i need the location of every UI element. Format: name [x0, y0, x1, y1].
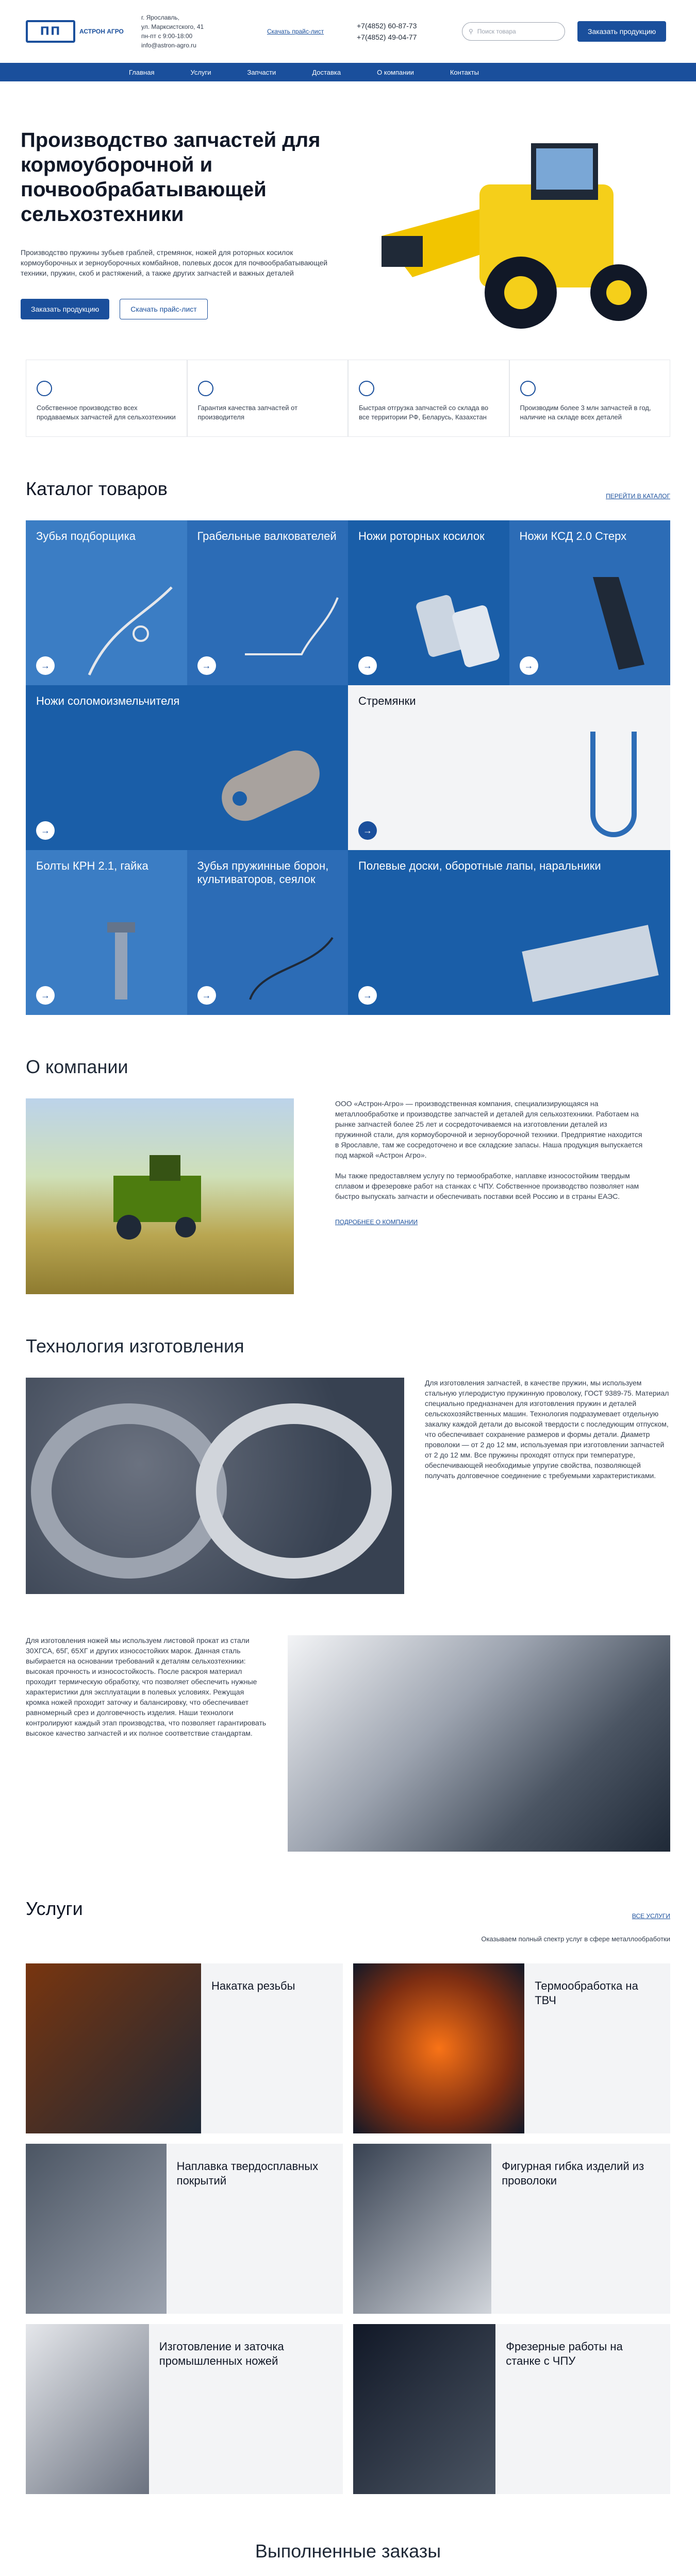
- service-photo: [26, 2144, 167, 2314]
- service-card[interactable]: [26, 2144, 343, 2314]
- catalog-link[interactable]: ПЕРЕЙТИ В КАТАЛОГ: [606, 493, 670, 500]
- knife-image: [401, 577, 504, 680]
- catalog-item[interactable]: [348, 520, 509, 685]
- feature-card: [348, 360, 509, 437]
- nav-item-home[interactable]: Главная: [129, 68, 155, 76]
- email-link[interactable]: info@astron-agro.ru: [141, 42, 196, 49]
- catalog-grid: [0, 500, 696, 1015]
- catalog-item[interactable]: [26, 520, 187, 685]
- wire-coils-photo: [26, 1378, 404, 1594]
- header-contacts: [141, 13, 255, 50]
- service-name: Фигурная гибка изделий из проволоки: [502, 2160, 644, 2187]
- bolt-image: [79, 907, 182, 1010]
- logo-text: АСТРОН АГРО: [79, 28, 124, 35]
- service-name: Термообработка на ТВЧ: [535, 1979, 638, 2007]
- arrow-right-icon[interactable]: →: [358, 656, 377, 675]
- arrow-right-icon[interactable]: →: [358, 821, 377, 840]
- technology-text-2: Для изготовления ножей мы используем листовой прокат из стали 30ХГСА, 65Г, 65ХГ и других износостойких марок. Данная сталь выбирается на основании требований к деталям сельхозтехники: высокая прочность и износостойкость. После раскроя материал проходит термическую обработку, что позволяет обеспечить нужные характеристики для эксплуатации в полевых условиях. Режущая кромка ножей проходит заточку и балансировку, что обеспечивает равномерный срез и долговечность изделия. Наши технологи контролируют каждый этап производства, что позволяет гарантировать высокое качество запчастей и их полное соответствие стандартам.: [26, 1636, 267, 1737]
- service-photo: [353, 1963, 524, 2133]
- nav-item-parts[interactable]: Запчасти: [247, 68, 276, 76]
- factory-icon: [37, 381, 52, 396]
- stubble-knife-image: [562, 567, 665, 680]
- service-card[interactable]: [26, 2324, 343, 2494]
- tine-image: [79, 577, 182, 680]
- arrow-right-icon[interactable]: →: [36, 656, 55, 675]
- about-section: [0, 1015, 696, 1294]
- service-name: Фрезерные работы на станке с ЧПУ: [506, 2340, 623, 2367]
- catalog-item-title: Зубья подборщика: [36, 530, 136, 543]
- catalog-item[interactable]: [348, 850, 670, 1015]
- truck-icon: [359, 381, 374, 396]
- phone-1[interactable]: +7(4852) 60-87-73: [357, 22, 417, 30]
- service-card[interactable]: [353, 1963, 670, 2133]
- catalog-item-title: Грабельные валкователей: [197, 530, 337, 543]
- catalog-item[interactable]: [187, 520, 349, 685]
- service-photo: [26, 2324, 149, 2494]
- hero-section: [0, 81, 696, 354]
- features-row: [0, 354, 696, 478]
- box-icon: [520, 381, 536, 396]
- catalog-item[interactable]: [509, 520, 671, 685]
- technology-section: [0, 1294, 696, 1852]
- address-line-1: г. Ярославль,: [141, 14, 179, 21]
- harvester-image: [351, 123, 670, 339]
- feature-card: [509, 360, 671, 437]
- service-photo: [26, 1963, 201, 2133]
- services-link[interactable]: ВСЕ УСЛУГИ: [632, 1912, 670, 1920]
- service-card[interactable]: [353, 2324, 670, 2494]
- catalog-item-title: Ножи роторных косилок: [358, 530, 485, 543]
- catalog-title: Каталог товаров: [26, 478, 168, 499]
- nav-item-delivery[interactable]: Доставка: [312, 68, 341, 76]
- arrow-right-icon[interactable]: →: [358, 986, 377, 1005]
- about-paragraph-2: Мы также предоставляем услугу по термообработке, наплавке износостойким твердым сплавом и фрезеровке работ на станках с ЧПУ. Собственное производство позволяет нам быстро выпускать запчасти и обеспечивать поставки всей Россию и в страны ЕАЭС.: [335, 1172, 639, 1200]
- logo-mark: ΠΠ: [26, 20, 75, 43]
- catalog-item[interactable]: [348, 685, 670, 850]
- address-line-2: ул. Марксистского, 41: [141, 23, 204, 30]
- catalog-item[interactable]: [26, 685, 348, 850]
- u-bolt-image: [562, 721, 665, 845]
- about-link[interactable]: ПОДРОБНЕЕ О КОМПАНИИ: [335, 1218, 418, 1226]
- work-hours: пн-пт с 9:00-18:00: [141, 32, 193, 40]
- service-card[interactable]: [26, 1963, 343, 2133]
- order-button[interactable]: Заказать продукцию: [577, 21, 666, 42]
- service-card[interactable]: [353, 2144, 670, 2314]
- wire-coils-illustration: [26, 1378, 404, 1594]
- steel-sheets-photo: [288, 1635, 670, 1852]
- service-name: Наплавка твердосплавных покрытий: [176, 2160, 319, 2187]
- feature-text: Гарантия качества запчастей от производителя: [197, 404, 298, 421]
- orders-section: [0, 2494, 696, 2576]
- price-list-link[interactable]: Скачать прайс-лист: [267, 28, 324, 35]
- about-title: О компании: [26, 1056, 128, 1077]
- search-placeholder: Поиск товара: [477, 28, 516, 35]
- arrow-right-icon[interactable]: →: [197, 986, 216, 1005]
- catalog-item-title: Ножи соломоизмельчителя: [36, 694, 180, 707]
- feature-card: [187, 360, 349, 437]
- arrow-right-icon[interactable]: →: [36, 821, 55, 840]
- catalog-item-title: Полевые доски, оборотные лапы, наральники: [358, 859, 601, 872]
- nav-item-about[interactable]: О компании: [377, 68, 414, 76]
- about-combine-photo: [26, 1098, 294, 1294]
- services-title: Услуги: [26, 1898, 83, 1919]
- technology-title: Технология изготовления: [26, 1335, 244, 1357]
- chopper-knife-image: [198, 732, 343, 845]
- feature-text: Быстрая отгрузка запчастей со склада во все территории РФ, Беларусь, Казахстан: [359, 404, 489, 421]
- hero-order-button[interactable]: Заказать продукцию: [21, 299, 109, 319]
- hero-price-button[interactable]: Скачать прайс-лист: [120, 299, 207, 319]
- hero-title: Производство запчастей для кормоуборочной и почвообрабатывающей сельхозтехники: [21, 129, 321, 226]
- about-paragraph-1: ООО «Астрон-Агро» — производственная компания, специализирующаяся на металлообработке и производстве запчастей и деталей для сельхозтехники. Работаем на рынке запчастей более 25 лет и сосредоточиваемся на изготовлении деталей из пружинной стали, для кормоуборочной и зерноуборочной техники. Предприятие находится в Ярославле, там же сосредоточено и все складские запасы. Наша продукция выпускается под маркой «Астрон Агро».: [335, 1099, 643, 1159]
- technology-text-1: Для изготовления запчастей, в качестве пружин, мы используем стальную углеродистую пружинную проволоку, ГОСТ 9389-75. Материал специально предназначен для изготовления пружин и деталей сельскохозяйственных машин. Технология подразумевает отдельную закалку каждой детали до высокой твердости с последующим отпуском, что обеспечивает сохранение размеров и формы детали. Диаметр проволоки — от 2 до 12 мм, используемая при изготовлении запчастей от 2 до 12 мм. Все пружины проходят отпуск при температуре, обеспечивающей необходимые упругие свойства, позволяющей получать долговечное соединение с требуемыми характеристиками.: [424, 1379, 669, 1480]
- rake-image: [240, 577, 343, 680]
- catalog-item-title: Ножи КСД 2.0 Стерх: [519, 530, 627, 543]
- service-photo: [353, 2144, 491, 2314]
- catalog-item-title: Зубья пружинные борон, культиваторов, сеялок: [197, 859, 329, 886]
- catalog-header: [0, 478, 696, 500]
- services-subtitle: Оказываем полный спектр услуг в сфере металлообработки: [481, 1935, 670, 1943]
- catalog-item[interactable]: [187, 850, 349, 1015]
- catalog-item[interactable]: [26, 850, 187, 1015]
- phone-2[interactable]: +7(4852) 49-04-77: [357, 33, 417, 41]
- shield-icon: [198, 381, 213, 396]
- catalog-item-title: Болты КРН 2.1, гайка: [36, 859, 148, 872]
- services-section: [0, 1852, 696, 2494]
- field-board-image: [510, 907, 665, 1010]
- arrow-right-icon[interactable]: →: [197, 656, 216, 675]
- feature-text: Производим более 3 млн запчастей в год, наличие на складе всех деталей: [520, 404, 651, 421]
- search-icon: ⚲: [469, 28, 473, 35]
- service-name: Изготовление и заточка промышленных ножей: [159, 2340, 284, 2367]
- combine-illustration: [26, 1098, 294, 1294]
- nav-item-contacts[interactable]: Контакты: [450, 68, 479, 76]
- orders-title: Выполненные заказы: [255, 2540, 441, 2562]
- catalog-item-title: Стремянки: [358, 694, 416, 707]
- logo[interactable]: [26, 17, 129, 46]
- feature-card: [26, 360, 187, 437]
- spring-tine-image: [240, 907, 343, 1010]
- feature-text: Собственное производство всех продаваемых запчастей для сельхозтехники: [37, 404, 176, 421]
- header-phones: [357, 20, 450, 43]
- service-photo: [353, 2324, 495, 2494]
- hero-text: Производство пружины зубьев граблей, стремянок, ножей для роторных косилок кормоуборочных и зерноуборочных комбайнов, полевых досок для почвообрабатывающей техники, пружин, скоб и растяжений, а также других запчастей и важных деталей: [21, 248, 328, 277]
- site-header: [0, 0, 696, 63]
- arrow-right-icon[interactable]: →: [36, 986, 55, 1005]
- search-input[interactable]: [462, 22, 565, 41]
- service-name: Накатка резьбы: [211, 1979, 295, 1992]
- nav-item-services[interactable]: Услуги: [190, 68, 211, 76]
- arrow-right-icon[interactable]: →: [520, 656, 538, 675]
- main-nav: [0, 63, 696, 81]
